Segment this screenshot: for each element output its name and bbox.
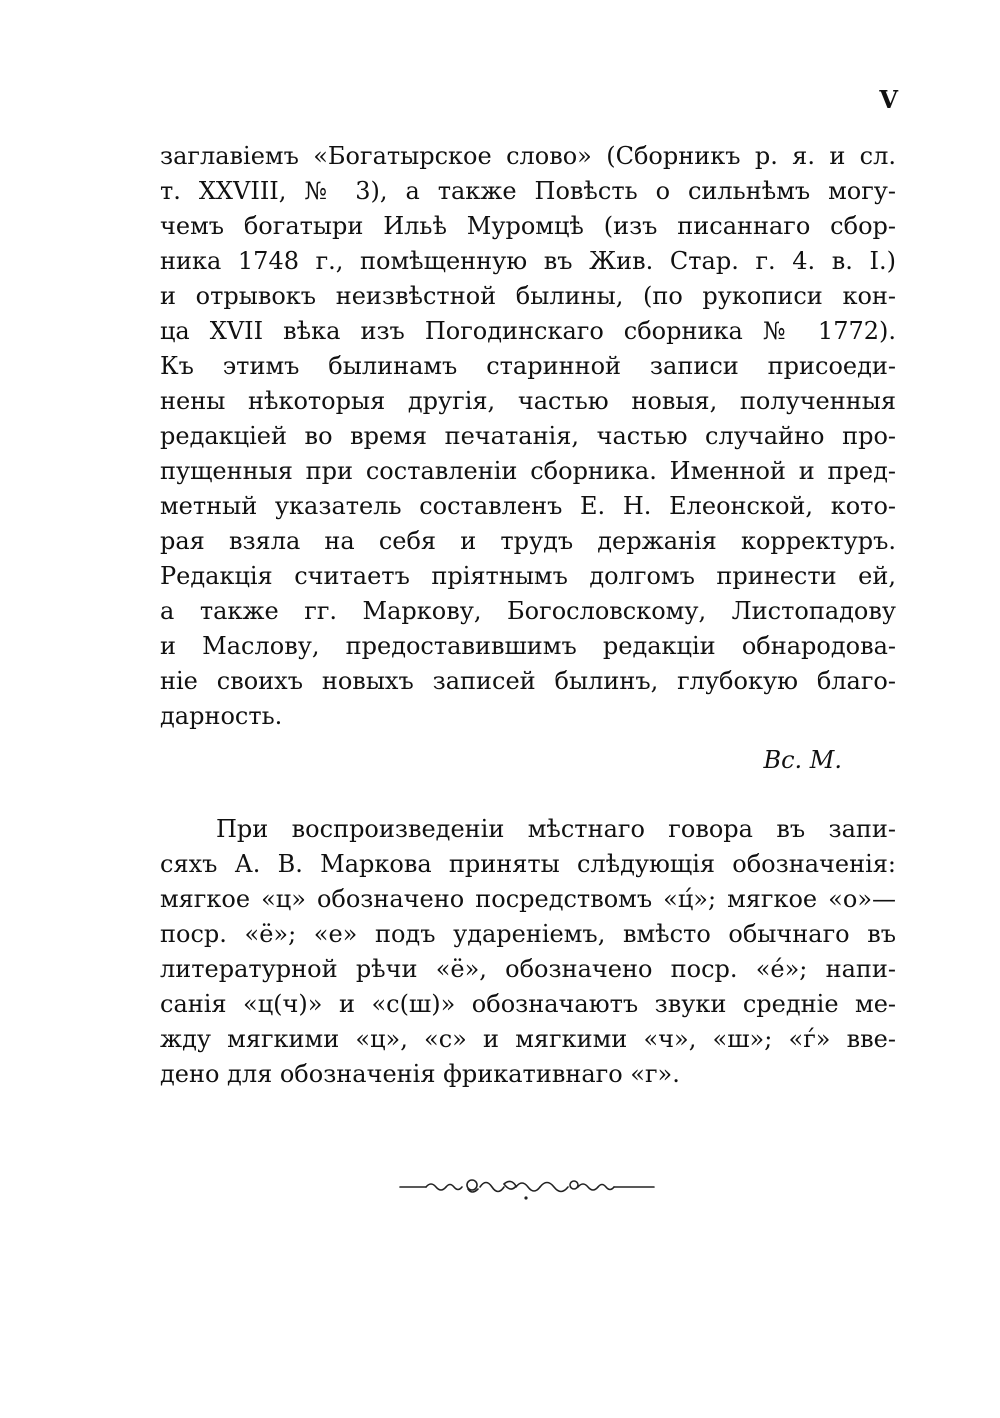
text-line: рая взяла на себя и трудъ держанія корректуръ. bbox=[160, 527, 896, 555]
text-line: дарность. bbox=[160, 702, 283, 730]
text-line: чемъ богатыри Ильѣ Муромцѣ (изъ писаннаго сбор- bbox=[160, 212, 896, 240]
text-line: мягкое «ц» обозначено посредствомъ «ц́»; мягкое «о»— bbox=[160, 885, 896, 913]
text-line: пущенныя при составленіи сборника. Именной и пред- bbox=[160, 457, 896, 485]
page-number: V bbox=[879, 85, 898, 114]
text-line: сяхъ А. В. Маркова приняты слѣдующія обозначенія: bbox=[160, 850, 896, 878]
text-line: дено для обозначенія фрикативнаго «г». bbox=[160, 1060, 680, 1088]
author-signature: Вс. М. bbox=[763, 746, 842, 774]
text-line: нены нѣкоторыя другія, частью новыя, полученныя bbox=[160, 387, 896, 415]
text-line: метный указатель составленъ Е. Н. Елеонской, кото- bbox=[160, 492, 896, 520]
text-line: заглавіемъ «Богатырское слово» (Сборникъ р. я. и сл. bbox=[160, 142, 896, 170]
text-line: редакціей во время печатанія, частью случайно про- bbox=[160, 422, 896, 450]
text-line: ника 1748 г., помѣщенную въ Жив. Стар. г. 4. в. I.) bbox=[160, 247, 896, 275]
text-line: санія «ц(ч)» и «с(ш)» обозначаютъ звуки средніе ме- bbox=[160, 990, 896, 1018]
text-line: При воспроизведеніи мѣстнаго говора въ запи- bbox=[216, 815, 896, 843]
text-line: т. XXVIII, № 3), а также Повѣсть о сильнѣмъ могу- bbox=[160, 177, 896, 205]
text-line: и Маслову, предоставившимъ редакціи обнародова- bbox=[160, 632, 896, 660]
paragraph-dialect-notation bbox=[160, 812, 896, 1092]
text-line: а также гг. Маркову, Богословскому, Листопадову bbox=[160, 597, 896, 625]
text-line: ніе своихъ новыхъ записей былинъ, глубокую благо- bbox=[160, 667, 896, 695]
paragraph-editorial-note bbox=[160, 139, 896, 734]
text-line: поср. «ё»; «е» подъ удареніемъ, вмѣсто обычнаго въ bbox=[160, 920, 896, 948]
text-line: ца XVII вѣка изъ Погодинскаго сборника № 1772). bbox=[160, 317, 896, 345]
text-line: Редакція считаетъ пріятнымъ долгомъ принести ей, bbox=[160, 562, 896, 590]
ornament-divider-icon bbox=[398, 1172, 656, 1202]
text-line: и отрывокъ неизвѣстной былины, (по рукописи кон- bbox=[160, 282, 896, 310]
text-line: литературной рѣчи «ё», обозначено поср. «е́»; напи- bbox=[160, 955, 896, 983]
text-line: Къ этимъ былинамъ старинной записи присоеди- bbox=[160, 352, 896, 380]
text-line: жду мягкими «ц», «с» и мягкими «ч», «ш»; «ѓ» вве- bbox=[160, 1025, 896, 1053]
